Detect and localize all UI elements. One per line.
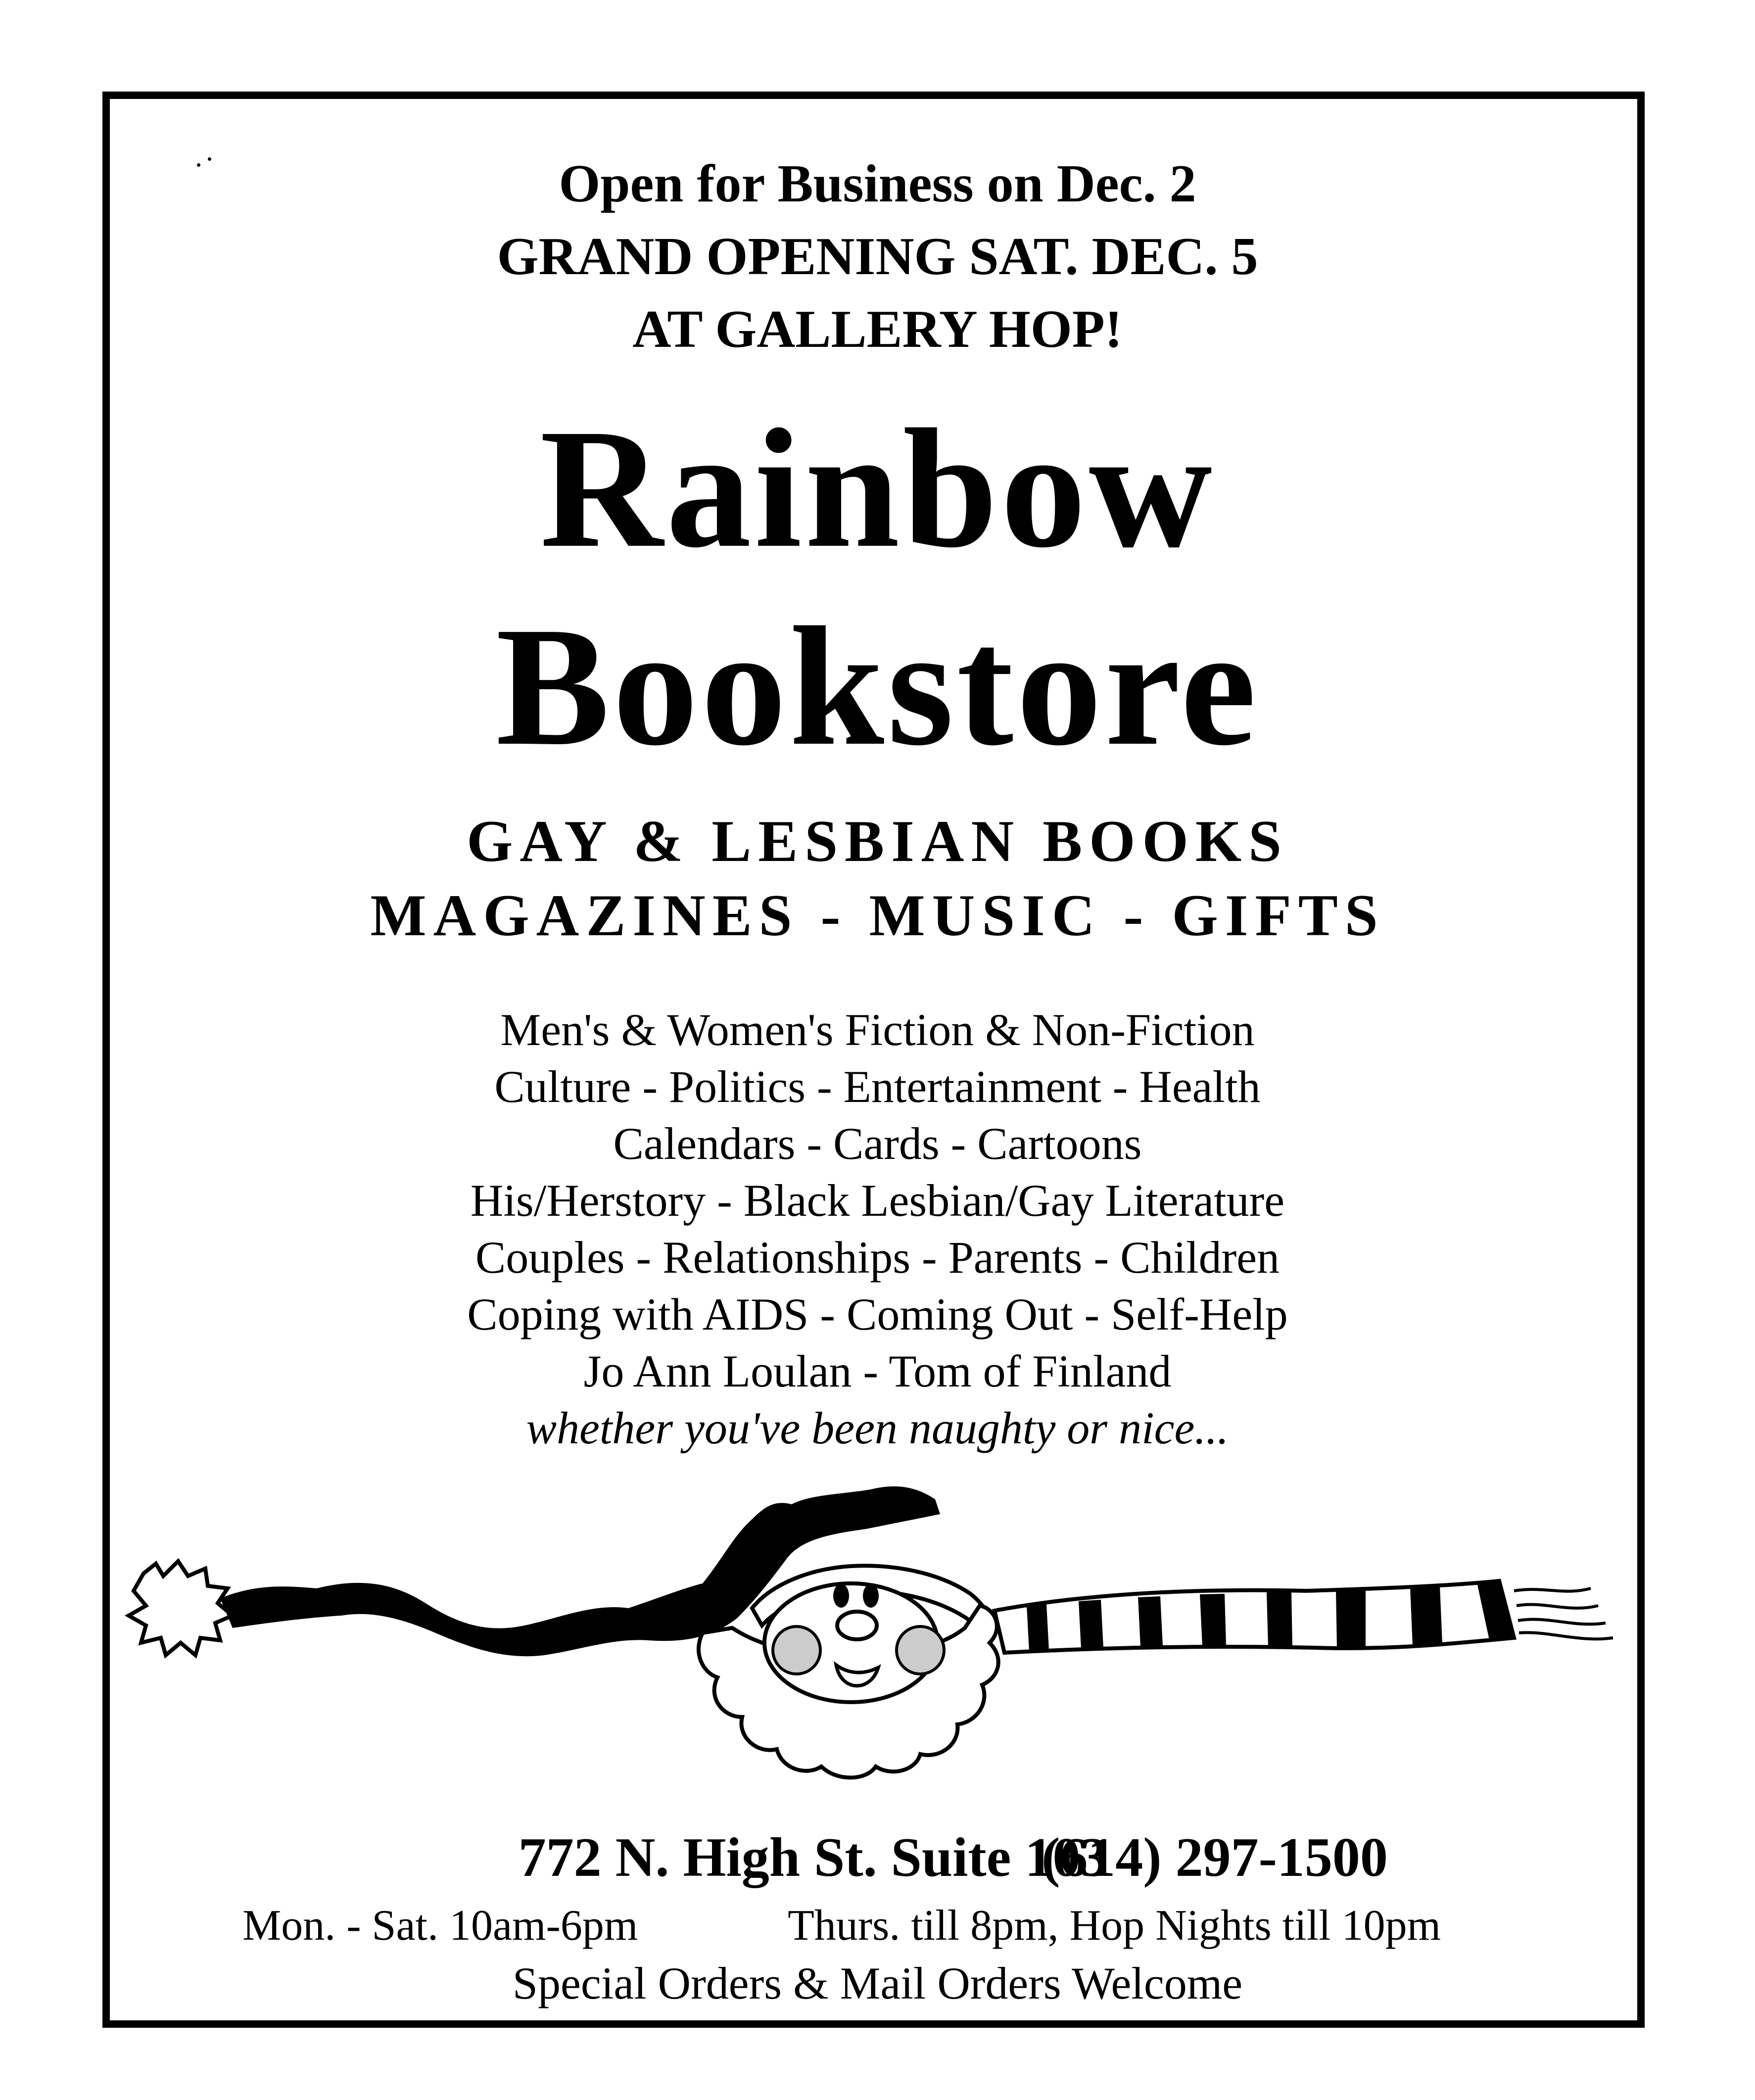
grand-opening: GRAND OPENING SAT. DEC. 5	[497, 227, 1258, 286]
topic-line: Calendars - Cards - Cartoons	[613, 1118, 1142, 1169]
store-address: 772 N. High St. Suite 103	[518, 1827, 1108, 1888]
store-phone: (614) 297-1500	[1042, 1827, 1388, 1888]
topic-line: His/Herstory - Black Lesbian/Gay Literature	[470, 1175, 1285, 1226]
opening-date: Open for Business on Dec. 2	[559, 154, 1196, 213]
hours-extended: Thurs. till 8pm, Hop Nights till 10pm	[788, 1902, 1441, 1950]
topic-line: Jo Ann Loulan - Tom of Finland	[583, 1346, 1172, 1396]
tagline: whether you've been naughty or nice...	[526, 1403, 1229, 1453]
store-name-bookstore: Bookstore	[496, 592, 1259, 781]
gallery-hop: AT GALLERY HOP!	[632, 300, 1123, 359]
topic-line: Couples - Relationships - Parents - Children	[475, 1232, 1280, 1283]
store-name-rainbow: Rainbow	[540, 394, 1215, 583]
category-books: GAY & LESBIAN BOOKS	[467, 808, 1288, 874]
topic-line: Culture - Politics - Entertainment - Health	[494, 1061, 1261, 1112]
topic-line: Men's & Women's Fiction & Non-Fiction	[500, 1004, 1255, 1055]
topic-line: Coping with AIDS - Coming Out - Self-Help	[467, 1289, 1288, 1339]
hours-regular: Mon. - Sat. 10am-6pm	[242, 1902, 638, 1950]
orders-note: Special Orders & Mail Orders Welcome	[512, 1958, 1243, 2008]
category-magazines: MAGAZINES - MUSIC - GIFTS	[370, 882, 1385, 948]
